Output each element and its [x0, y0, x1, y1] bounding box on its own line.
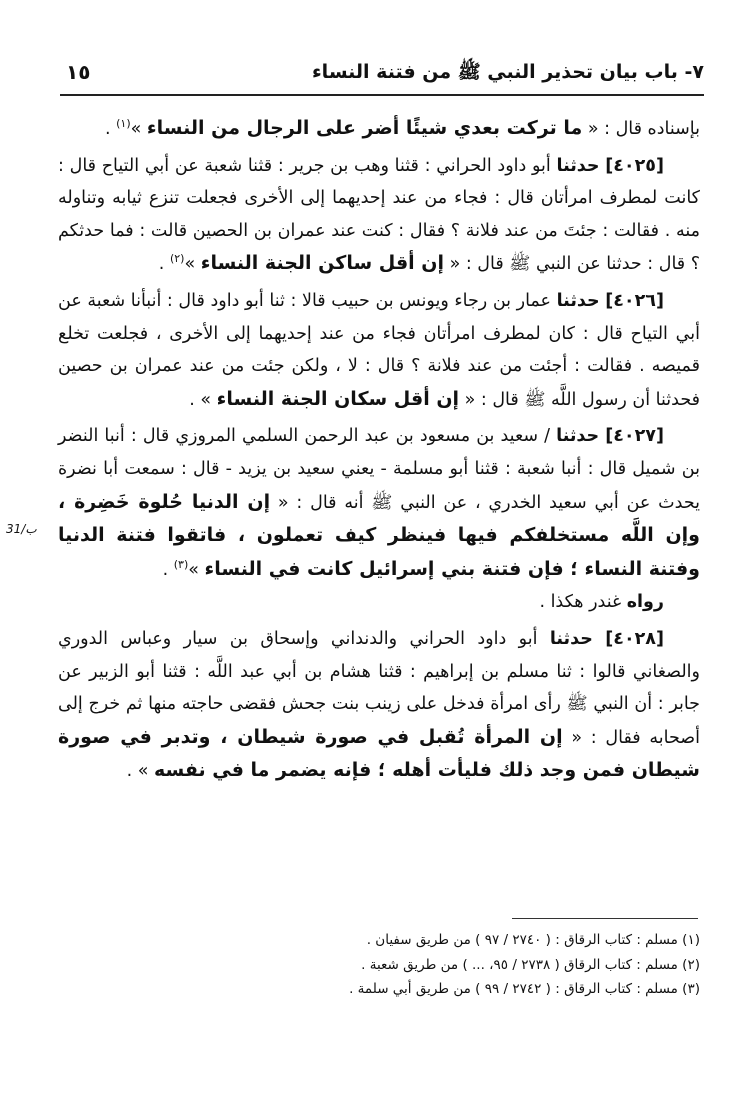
chain-text: أبو داود الحراني : قثنا وهب بن جرير : قثنا شعبة عن أبي التياح قال : كانت لمطرف امرأتان قال : فجاء من عند إحديهما إلى الأخرى فجعلت تنزع ثيابه وتناوله منه . فقالت : جئتَ من عند فلانة ؟ فقال : كنت عند عمران بن الحصين قالت : فما حدثكم ؟ قال : حدثنا عن النبي ﷺ قال : « [58, 155, 700, 275]
footnote: (١) مسلم : كتاب الرقاق : ( ٢٧٤٠ / ٩٧ ) من طريق سفيان . [366, 932, 700, 948]
main-text [58, 112, 700, 788]
paragraph-continuation: بإسناده قال : « ما تركت بعدي شيئًا أضر على الرجال من النساء »$^{(١)}$ . [104, 117, 700, 139]
footnote: (٣) مسلم : كتاب الرقاق : ( ٢٧٤٢ / ٩٩ ) من طريق أبي سلمة . [349, 981, 700, 997]
chain-start: حدثنا [549, 628, 593, 649]
hadith-text: إن المرأة تُقبل في صورة شيطان ، وتدبر في صورة شيطان فمن وجد ذلك فليأت أهله ؛ فإنه يضمر ما في نفسه [58, 725, 700, 782]
hadith-number: [٤٠٢٥] [605, 155, 664, 176]
hadith-number: [٤٠٢٨] [605, 628, 664, 649]
narration-note: رواه غندر هكذا . [539, 592, 664, 613]
footnote-ref: (٣) [173, 557, 189, 571]
footnotes [60, 928, 700, 1002]
footnote-ref: (١) [116, 117, 131, 131]
chapter-title: ٧- باب بيان تحذير النبي ﷺ من فتنة النساء [311, 61, 704, 83]
hadith-number: [٤٠٢٧] [605, 426, 664, 447]
page-number: ١٥ [66, 60, 91, 84]
hadith-text: إن الدنيا حُلوة خَضِرة ، وإن اللَّه مستخلفكم فيها فينظر كيف تعملون ، فاتقوا فتنة الدنيا وفتنة النساء ؛ فإن فتنة بني إسرائيل كانت في النساء [58, 490, 700, 580]
chain-start: حدثنا [556, 290, 600, 311]
hadith-entry: [٤٠٢٦] حدثنا عمار بن رجاء ويونس بن حبيب قالا : ثنا أبو داود قال : أنبأنا شعبة عن أبي التياح قال : كان لمطرف امرأتان فجاء من عند إحديهما إلى الأخرى ، فجلعت تخلع قميصه . فقالت : أجئت من عند فلانة ؟ قال : لا ، ولكن جئت من عند عمران بن حصين فحدثنا أن رسول اللَّه ﷺ قال : « إن أقل سكان الجنة النساء » . [58, 290, 700, 410]
hadith-entry: [٤٠٢٥] حدثنا أبو داود الحراني : قثنا وهب بن جرير : قثنا شعبة عن أبي التياح قال : كانت لمطرف امرأتان قال : فجاء من عند إحديهما إلى الأخرى فجعلت تنزع ثيابه وتناوله منه . فقالت : جئتَ من عند فلانة ؟ فقال : كنت عند عمران بن الحصين قالت : فما حدثكم ؟ قال : حدثنا عن النبي ﷺ قال : « إن أقل ساكن الجنة النساء »$^{(٢)}$ . [58, 155, 700, 275]
header-rule [60, 94, 704, 96]
hadith-entry: [٤٠٢٨] حدثنا أبو داود الحراني والدنداني وإسحاق بن سيار وعباس الدوري والصغاني قالوا : ثنا مسلم بن إبراهيم : قثنا هشام بن أبي عبد اللَّه : قثنا أبو الزبير عن جابر : أن النبي ﷺ رأى امرأة فدخل على زينب بنت جحش فقضى حاجته منها ثم خرج إلى أصحابه فقال : « إن المرأة تُقبل في صورة شيطان ، وتدبر في صورة شيطان فمن وجد ذلك فليأت أهله ؛ فإنه يضمر ما في نفسه » . [58, 628, 700, 782]
hadith-text: إن أقل ساكن الجنة النساء [200, 252, 445, 275]
footnote: (٢) مسلم : كتاب الرقاق ( ٢٧٣٨ / ٩٥، ... ) من طريق شعبة . [361, 956, 700, 973]
hadith-entry: [٤٠٢٧] حدثنا / سعيد بن مسعود بن عبد الرحمن السلمي المروزي قال : أنبا النضر بن شميل قال : أنبا شعبة : قثنا أبو مسلمة - يعني سعيد بن يزيد - قال : سمعت أبا نضرة يحدث عن أبي سعيد الخدري ، عن النبي ﷺ أنه قال : « إن الدنيا حُلوة خَضِرة ، وإن اللَّه مستخلفكم فيها فينظر كيف تعملون ، فاتقوا فتنة الدنيا وفتنة النساء ؛ فإن فتنة بني إسرائيل كانت في النساء »$^{(٣)}$ . [58, 426, 700, 580]
chain-text: / سعيد بن مسعود بن عبد الرحمن السلمي المروزي قال : أنبا النضر بن شميل قال : أنبا شعبة : قثنا أبو مسلمة - يعني سعيد بن يزيد - قال : سمعت أبا نضرة يحدث عن أبي سعيد الخدري ، عن النبي ﷺ أنه قال : « [58, 426, 700, 513]
manuscript-folio-note: 31/ب [6, 522, 37, 536]
chain-text: أبو داود الحراني والدنداني وإسحاق بن سيار وعباس الدوري والصغاني قالوا : ثنا مسلم بن إبراهيم : قثنا هشام بن أبي عبد اللَّه : قثنا أبو الزبير عن جابر : أن النبي ﷺ رأى امرأة فدخل على زينب بنت جحش فقضى حاجته منها ثم خرج إلى أصحابه فقال : « [58, 628, 700, 748]
chain-start: حدثنا [556, 155, 600, 176]
hadith-text: ما تركت بعدي شيئًا أضر على الرجال من النساء [146, 117, 583, 139]
chain-text: عمار بن رجاء ويونس بن حبيب قالا : ثنا أبو داود قال : أنبأنا شعبة عن أبي التياح قال : كان لمطرف امرأتان فجاء من عند إحديهما إلى الأخرى ، فجلعت تخلع قميصه . فقالت : أجئت من عند فلانة ؟ قال : لا ، ولكن جئت من عند عمران بن حصين فحدثنا أن رسول اللَّه ﷺ قال : « [58, 290, 700, 410]
hadith-text: إن أقل سكان الجنة النساء [216, 387, 460, 410]
footnote-rule [512, 918, 698, 919]
hadith-number: [٤٠٢٦] [605, 290, 664, 311]
chain-start: حدثنا [556, 426, 600, 447]
running-header [60, 58, 704, 96]
footnote-ref: (٢) [169, 252, 185, 266]
